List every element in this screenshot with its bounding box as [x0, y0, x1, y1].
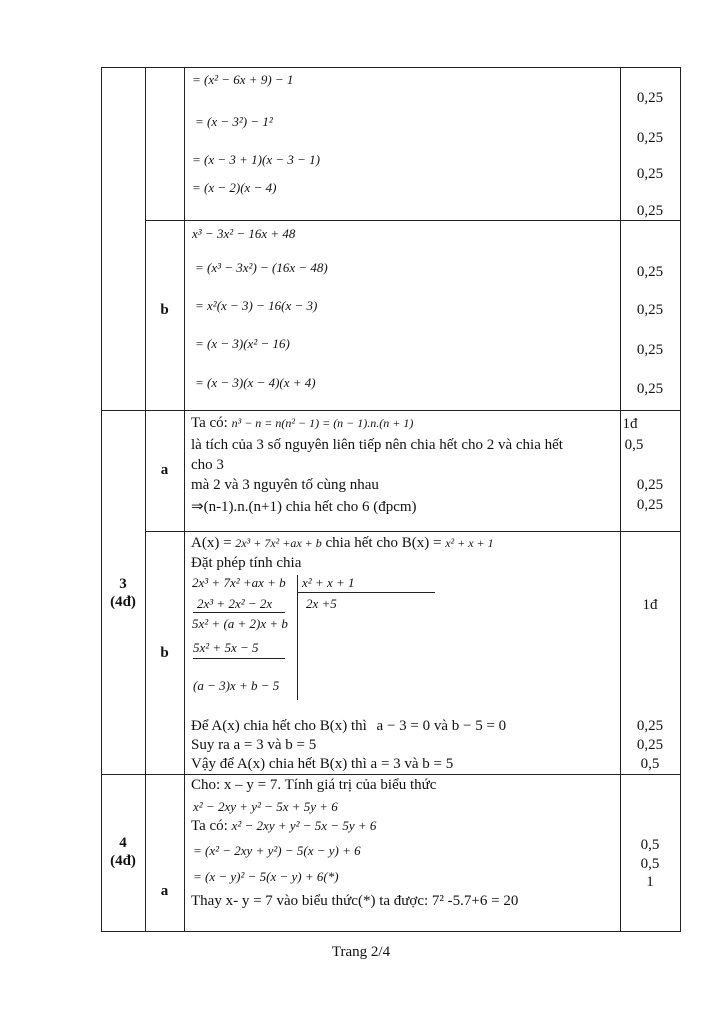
table-border-bottom	[101, 931, 681, 932]
q4-score: (4đ)	[110, 853, 136, 869]
q3b-line-3	[191, 718, 506, 735]
q3b-label: b	[160, 645, 169, 661]
q4a-label: a	[160, 883, 169, 899]
q3b-line-1-m2: x² + x + 1	[445, 536, 494, 550]
q3b-line-4: Suy ra a = 3 và b = 5	[191, 737, 317, 753]
q3a-line-3: cho 3	[191, 457, 224, 473]
division-subtract-1: 2x³ + 2x² − 2x	[197, 596, 273, 611]
q3b-line-1-a: A(x) =	[191, 535, 232, 551]
sec2a-line-2: = (x − 3²) − 1²	[195, 114, 273, 129]
sec2a-line-1: = (x² − 6x + 9) − 1	[192, 72, 294, 87]
q4a-points-2: 0,5	[640, 856, 660, 872]
sec2a-points-1: 0,25	[636, 90, 664, 106]
sec2a-points-3: 0,25	[636, 166, 664, 182]
division-divisor: x² + x + 1	[302, 575, 355, 590]
division-quotient: 2x +5	[306, 596, 337, 611]
division-divisor-underline	[297, 592, 435, 593]
division-remainder-2: (a − 3)x + b − 5	[193, 678, 280, 693]
table-border-right	[680, 67, 681, 932]
sec2b-points-4: 0,25	[636, 381, 664, 397]
row-divider-2a-2b	[145, 220, 681, 221]
q3b-line-1	[191, 535, 494, 552]
q3a-line-1	[191, 415, 413, 432]
q3-number: 3	[119, 576, 127, 592]
q3a-line-5: ⇒(n-1).n.(n+1) chia hết cho 6 (đpcm)	[191, 499, 417, 515]
q3b-points-1: 0,25	[636, 718, 664, 734]
q3b-line-3-cond: a − 3 = 0 và b − 5 = 0	[376, 718, 507, 734]
sec2a-points-4: 0,25	[636, 203, 664, 219]
q3a-line-2: là tích của 3 số nguyên liên tiếp nên chia hết cho 2 và chia hết	[191, 437, 563, 453]
q3-score: (4đ)	[110, 594, 136, 610]
q3a-points-3: 0,25	[636, 477, 664, 493]
q4a-line-3-math: x² − 2xy + y² − 5x − 5y + 6	[231, 818, 377, 833]
q3a-line-1-math: n³ − n = n(n² − 1) = (n − 1).n.(n + 1)	[231, 416, 414, 430]
q3b-line-3-text: Để A(x) chia hết cho B(x) thì	[191, 718, 367, 734]
sec2a-points-2: 0,25	[636, 130, 664, 146]
q3b-line-5: Vậy để A(x) chia hết B(x) thì a = 3 và b = 5	[191, 756, 454, 772]
sec2a-line-3: = (x − 3 + 1)(x − 3 − 1)	[192, 152, 320, 167]
q4a-line-1: Cho: x – y = 7. Tính giá trị của biểu thức	[191, 777, 437, 793]
row-divider-q3-q4	[101, 774, 681, 775]
q3b-line-1-m1: 2x³ + 7x² +ax + b	[235, 536, 322, 550]
division-vertical-bar	[297, 575, 298, 700]
q3a-line-4: mà 2 và 3 nguyên tố cùng nhau	[191, 477, 379, 493]
sec2b-points-3: 0,25	[636, 342, 664, 358]
division-subtract-2: 5x² + 5x − 5	[193, 640, 259, 655]
sec2b-points-1: 0,25	[636, 264, 664, 280]
table-border-left	[101, 67, 102, 932]
q3a-label: a	[160, 462, 169, 478]
division-subtract-2-underline	[193, 658, 285, 659]
q4a-line-4: = (x² − 2xy + y²) − 5(x − y) + 6	[193, 843, 361, 858]
q3b-line-2: Đặt phép tính chia	[191, 555, 302, 571]
q4a-line-5: = (x − y)² − 5(x − y) + 6(*)	[193, 869, 339, 884]
q3a-points-1: 1đ	[622, 416, 638, 432]
row-divider-q2-q3	[101, 410, 681, 411]
page-footer: Trang 2/4	[331, 944, 391, 960]
division-dividend: 2x³ + 7x² +ax + b	[192, 575, 286, 590]
sec2b-label: b	[160, 302, 169, 318]
sec2a-line-4: = (x − 2)(x − 4)	[192, 180, 277, 195]
q4a-points-1: 0,5	[640, 837, 660, 853]
q4a-line-2: x² − 2xy + y² − 5x + 5y + 6	[193, 799, 338, 814]
sec2b-line-3: = x²(x − 3) − 16(x − 3)	[195, 298, 318, 313]
q4a-points-3: 1	[646, 874, 654, 890]
table-border-top	[101, 67, 681, 68]
q4a-line-3-prefix: Ta có:	[191, 818, 228, 834]
q4a-line-6: Thay x- y = 7 vào biểu thức(*) ta được: 7² -5.7+6 = 20	[191, 893, 519, 909]
division-subtract-1-underline	[193, 612, 285, 613]
division-points: 1đ	[642, 597, 658, 613]
q4a-line-3	[191, 818, 376, 835]
division-remainder-1: 5x² + (a + 2)x + b	[192, 616, 288, 631]
sec2b-line-4: = (x − 3)(x² − 16)	[195, 336, 290, 351]
q3a-points-4: 0,25	[636, 497, 664, 513]
q3b-points-3: 0,5	[640, 756, 660, 772]
sec2b-line-5: = (x − 3)(x − 4)(x + 4)	[195, 375, 316, 390]
row-divider-3a-3b	[145, 531, 681, 532]
q3b-points-2: 0,25	[636, 737, 664, 753]
sec2b-line-2: = (x³ − 3x²) − (16x − 48)	[195, 260, 328, 275]
table-border-col3	[184, 67, 185, 932]
sec2b-points-2: 0,25	[636, 302, 664, 318]
q3b-line-1-b: chia hết cho B(x) =	[325, 535, 442, 551]
sec2b-line-1: x³ − 3x² − 16x + 48	[192, 226, 296, 241]
q4-number: 4	[119, 835, 127, 851]
q3a-points-2: 0,5	[624, 437, 644, 453]
q3a-line-1-prefix: Ta có:	[191, 415, 228, 431]
table-border-col2	[145, 67, 146, 932]
